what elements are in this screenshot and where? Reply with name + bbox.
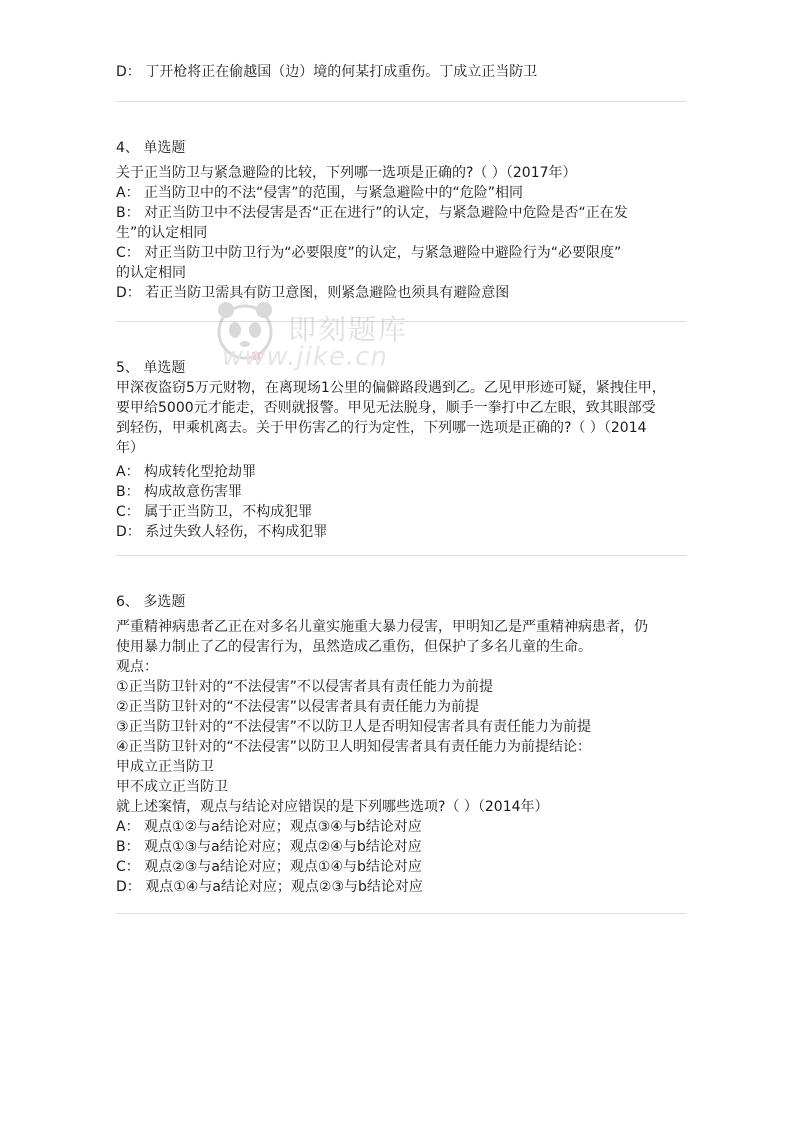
conclusion-a: 甲成立正当防卫	[116, 759, 214, 775]
option-d[interactable]: D： 系过失致人轻伤，不构成犯罪	[116, 524, 328, 540]
option-b[interactable]: B： 对正当防卫中不法侵害是否“正在进行”的认定，与紧急避险中危险是否“正在发	[116, 205, 628, 221]
divider	[116, 321, 686, 322]
views-label: 观点：	[116, 659, 158, 675]
question-ask: 就上述案情，观点与结论对应错误的是下列哪些选项?（ ）（2014年）	[116, 799, 549, 815]
question-stem-cont: 年）	[116, 440, 144, 456]
divider	[116, 101, 686, 102]
view-1: ①正当防卫针对的“不法侵害”不以侵害者具有责任能力为前提	[116, 679, 494, 695]
question-number: 4、 单选题	[116, 140, 186, 156]
watermark-brand: 即刻题库	[288, 313, 409, 346]
question-stem: 甲深夜盗窃5万元财物，在离现场1公里的偏僻路段遇到乙。乙见甲形迹可疑，紧拽住甲，	[116, 380, 666, 396]
option-a[interactable]: A： 构成转化型抢劫罪	[116, 464, 257, 480]
option-c[interactable]: C： 观点②③与a结论对应；观点①④与b结论对应	[116, 859, 422, 875]
panda-logo-icon	[210, 296, 280, 366]
divider	[116, 555, 686, 556]
question-5	[116, 358, 686, 542]
option-d[interactable]: D： 若正当防卫需具有防卫意图，则紧急避险也须具有避险意图	[116, 285, 510, 301]
question-stem-cont: 到轻伤，甲乘机离去。关于甲伤害乙的行为定性，下列哪一选项是正确的?（ ）（2014	[116, 420, 647, 436]
option-b-cont: 生”的认定相同	[116, 225, 208, 241]
question-number: 5、 单选题	[116, 360, 186, 376]
option-a[interactable]: A： 正当防卫中的不法“侵害”的范围，与紧急避险中的“危险”相同	[116, 185, 524, 201]
question-stem-cont: 要甲给5000元才能走，否则就报警。甲见无法脱身，顺手一拳打中乙左眼，致其眼部受	[116, 400, 656, 416]
question-stem-cont: 使用暴力制止了乙的侵害行为，虽然造成乙重伤，但保护了多名儿童的生命。	[116, 639, 592, 655]
option-d[interactable]: D： 观点①④与a结论对应；观点②③与b结论对应	[116, 879, 423, 895]
question-4	[116, 138, 686, 303]
question-6	[116, 592, 686, 897]
option-c[interactable]: C： 对正当防卫中防卫行为“必要限度”的认定，与紧急避险中避险行为“必要限度”	[116, 245, 622, 261]
option-c-cont: 的认定相同	[116, 265, 186, 281]
question-stem: 关于正当防卫与紧急避险的比较，下列哪一选项是正确的?（ ）（2017年）	[116, 165, 577, 181]
option-a[interactable]: A： 观点①②与a结论对应；观点③④与b结论对应	[116, 819, 422, 835]
question-3-tail	[116, 62, 686, 82]
view-2: ②正当防卫针对的“不法侵害”以侵害者具有责任能力为前提	[116, 699, 480, 715]
option-b[interactable]: B： 观点①③与a结论对应；观点②④与b结论对应	[116, 839, 422, 855]
view-4: ④正当防卫针对的“不法侵害”以防卫人明知侵害者具有责任能力为前提结论：	[116, 739, 592, 755]
divider	[116, 913, 686, 914]
watermark-url: www.jike.cn	[222, 342, 388, 372]
option-b[interactable]: B： 构成故意伤害罪	[116, 484, 243, 500]
question-stem: 严重精神病患者乙正在对多名儿童实施重大暴力侵害，甲明知乙是严重精神病患者，仍	[116, 619, 648, 635]
view-3: ③正当防卫针对的“不法侵害”不以防卫人是否明知侵害者具有责任能力为前提	[116, 719, 592, 735]
option-d: D： 丁开枪将正在偷越国（边）境的何某打成重伤。丁成立正当防卫	[116, 64, 538, 80]
conclusion-b: 甲不成立正当防卫	[116, 779, 228, 795]
question-number: 6、 多选题	[116, 594, 186, 610]
option-c[interactable]: C： 属于正当防卫，不构成犯罪	[116, 504, 313, 520]
